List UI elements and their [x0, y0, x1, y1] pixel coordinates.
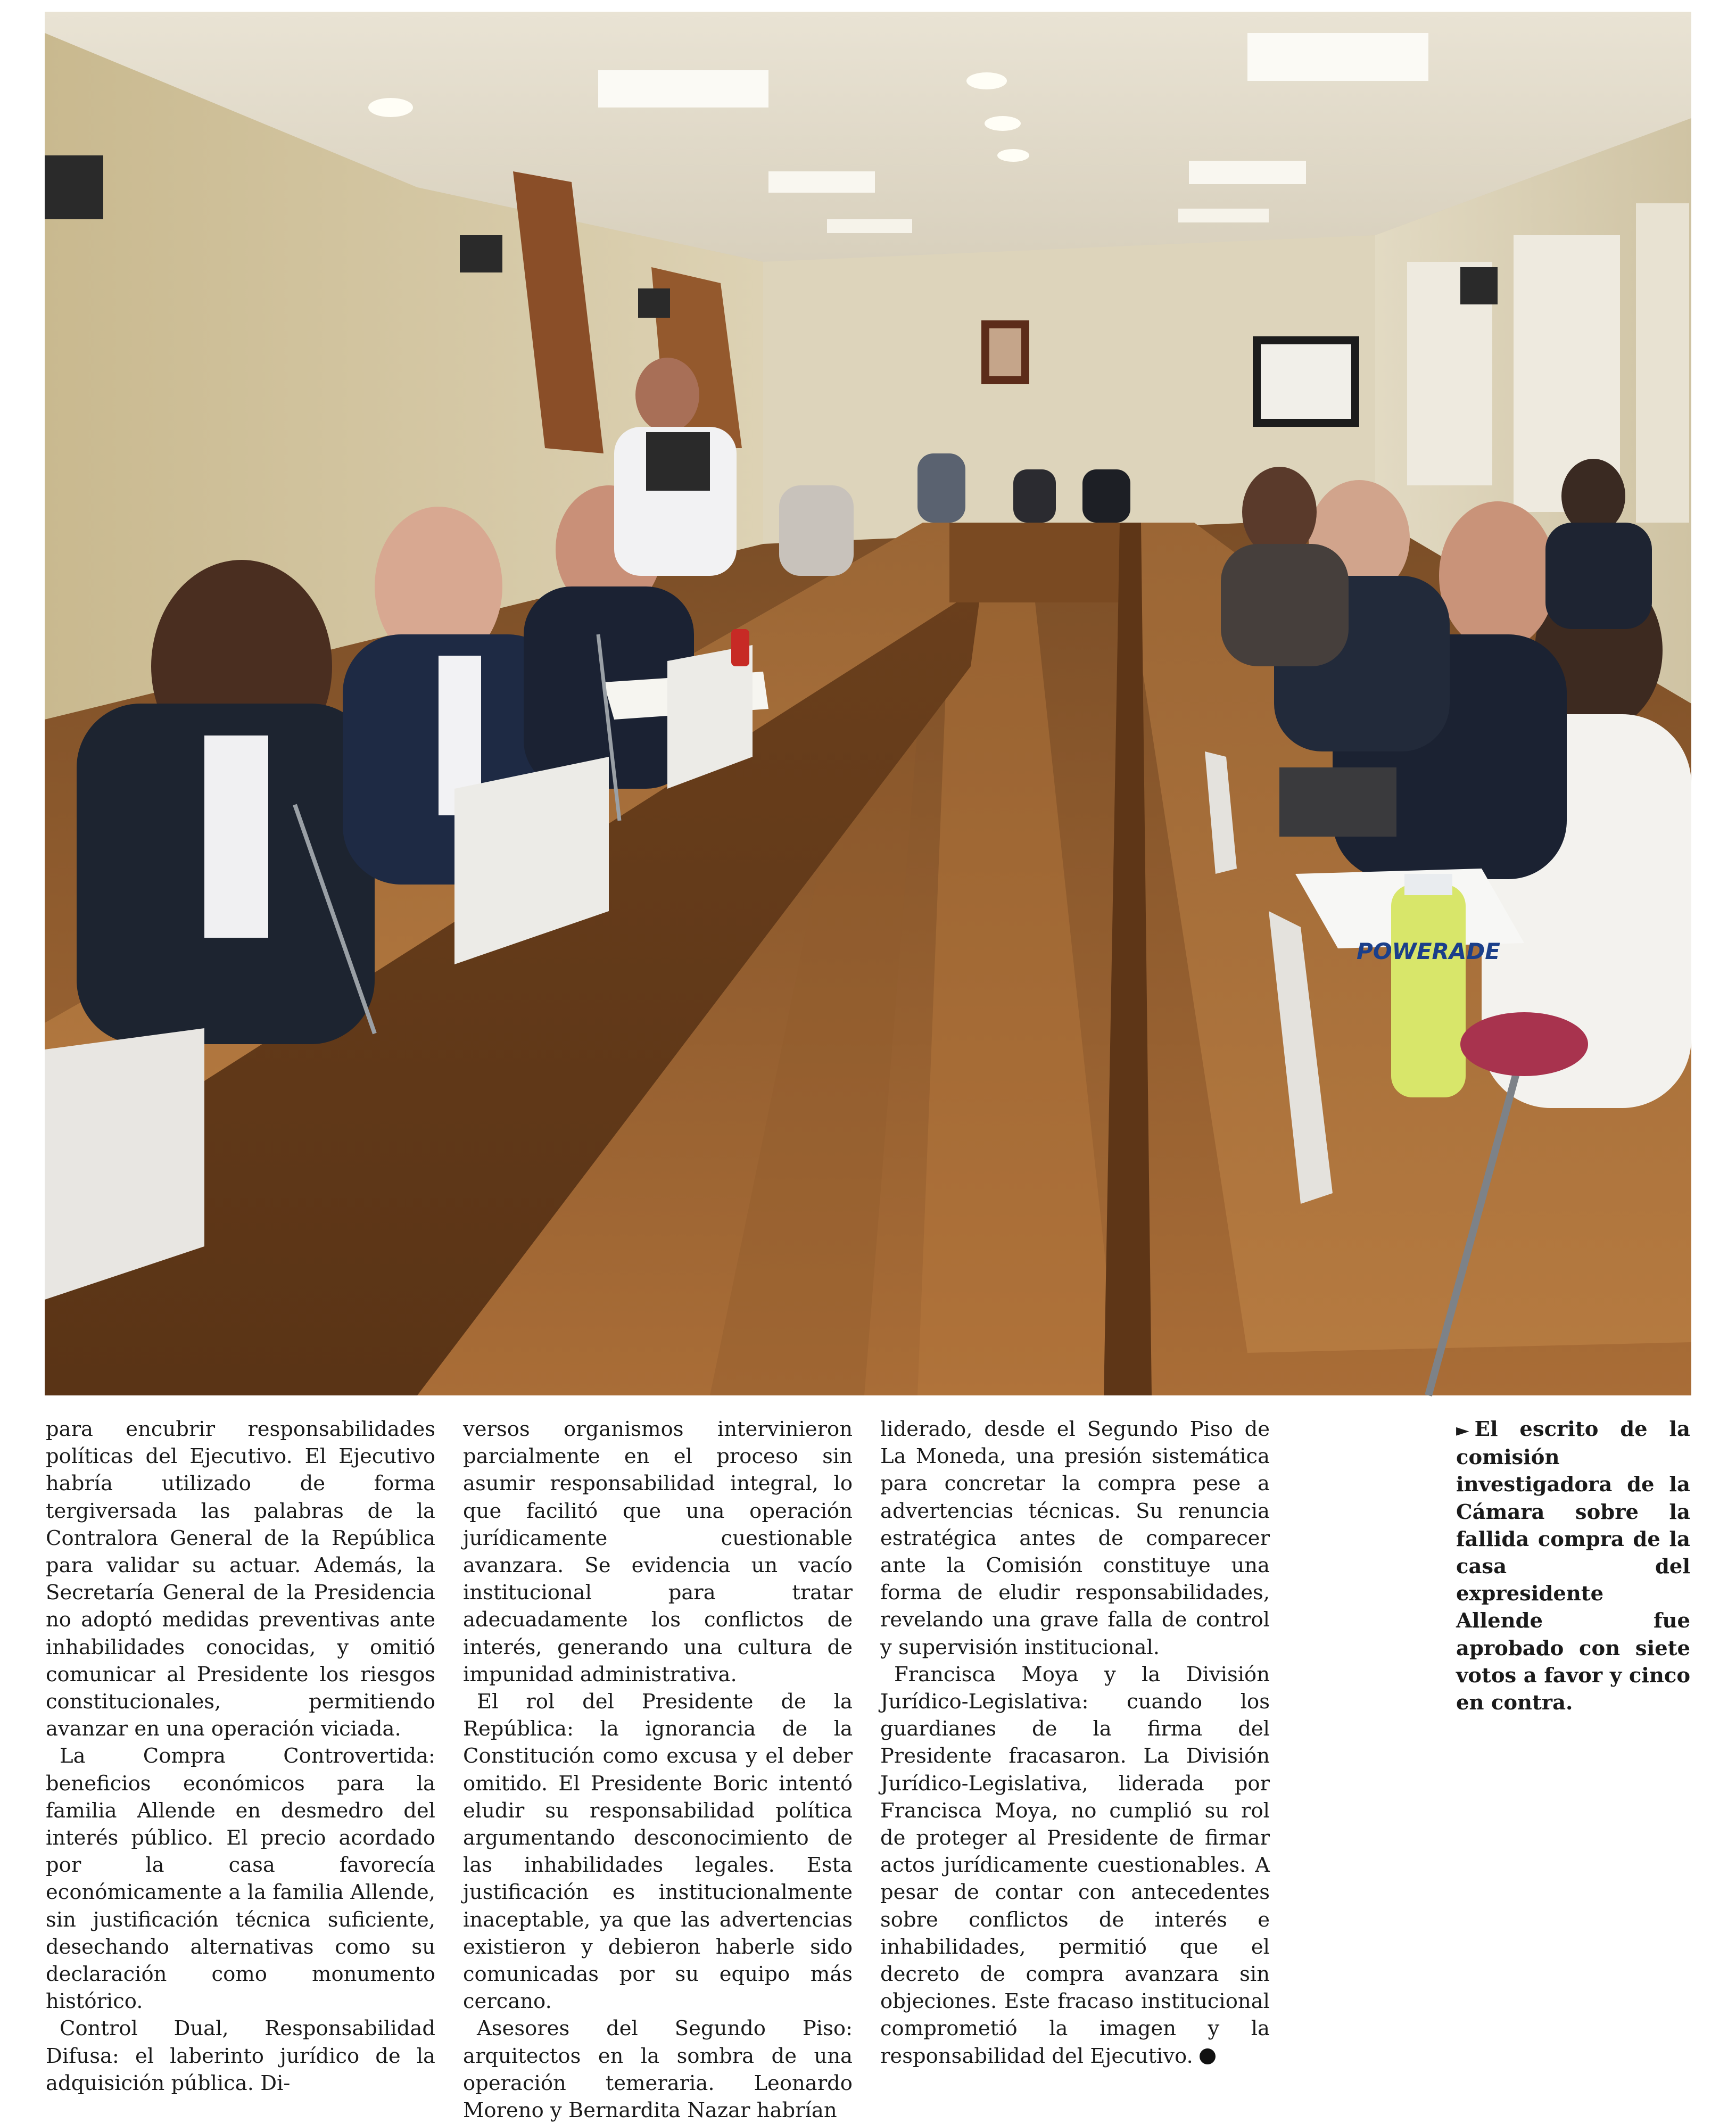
article-column-2 [463, 1416, 853, 2123]
paragraph: Control Dual, Responsabilidad Difusa: el laberinto jurídico de la adquisición pública. Di- [46, 2016, 435, 2095]
paragraph: La Compra Controvertida: beneficios económicos para la familia Allende en desmedro del interés público. El precio acordado por la casa favorecía económicamente a la familia Allende, sin justificación técnica suficiente, desechando alternativas como su declaración como monumento histórico. [46, 1744, 435, 2014]
paragraph: El rol del Presidente de la República: la ignorancia de la Constitución como excusa y el deber omitido. El Presidente Boric intentó eludir su responsabilidad política argumentando desconocimiento de las inhabilidades legales. Esta justificación es institucionalmente inaceptable, ya que las advertencias existieron y debieron haberle sido comunicadas por su equipo más cercano. [463, 1690, 853, 2014]
paragraph: versos organismos intervinieron parcialmente en el proceso sin asumir responsabilidad integral, lo que facilitó que una operación jurídicamente cuestionable avanzara. Se evidencia un vacío institucional para tratar adecuadamente los conflictos de interés, generando una cultura de impunidad administrativa. [463, 1417, 853, 1687]
photo-caption [1456, 1416, 1690, 1716]
end-mark-icon [1200, 2048, 1216, 2064]
paragraph: para encubrir responsabilidades políticas del Ejecutivo. El Ejecutivo habría utilizado de forma tergiversada las palabras de la Contralora General de la República para validar su actuar. Además, la Secretaría General de la Presidencia no adoptó medidas preventivas ante inhabilidades conocidas, y omitió comunicar al Presidente los riesgos constitucionales, permitiendo avanzar en una operación viciada. [46, 1417, 435, 1741]
caption-arrow-icon: ► [1456, 1420, 1469, 1440]
paragraph: liderado, desde el Segundo Piso de La Moneda, una presión sistemática para concretar la compra pese a advertencias técnicas. Su renuncia estratégica antes de comparecer ante la Comisión constituye una forma de eludir responsabilidades, revelando una grave falla de control y supervisión institucional. [880, 1417, 1270, 1659]
paragraph-text: Francisca Moya y la División Jurídico-Legislativa: cuando los guardianes de la firma del Presidente fracasaron. La División Jurídico-Legislativa, liderada por Francisca Moya, no cumplió su rol de proteger al Presidente de firmar actos jurídicamente cuestionables. A pesar de contar con antecedentes sobre conflictos de interés e inhabilidades, permitió que el decreto de compra avanzara sin objeciones. Este fracaso institucional comprometió la imagen y la responsabilidad del Ejecutivo. [880, 1662, 1270, 2068]
article-column-1 [46, 1416, 435, 2095]
caption-text: El escrito de la comisión investigadora de la Cámara sobre la fallida compra de la casa del expresidente Allende fue aprobado con siete votos a favor y cinco en contra. [1456, 1417, 1690, 1715]
meeting-room-illustration [45, 12, 1691, 1395]
paragraph: Asesores del Segundo Piso: arquitectos en la sombra de una operación temeraria. Leonardo Moreno y Bernardita Nazar habrían [463, 2016, 853, 2123]
bottle-label: POWERADE [1357, 938, 1500, 964]
article-photo [45, 12, 1691, 1395]
article-column-3 [880, 1416, 1270, 2068]
paragraph-final [880, 1661, 1270, 2070]
